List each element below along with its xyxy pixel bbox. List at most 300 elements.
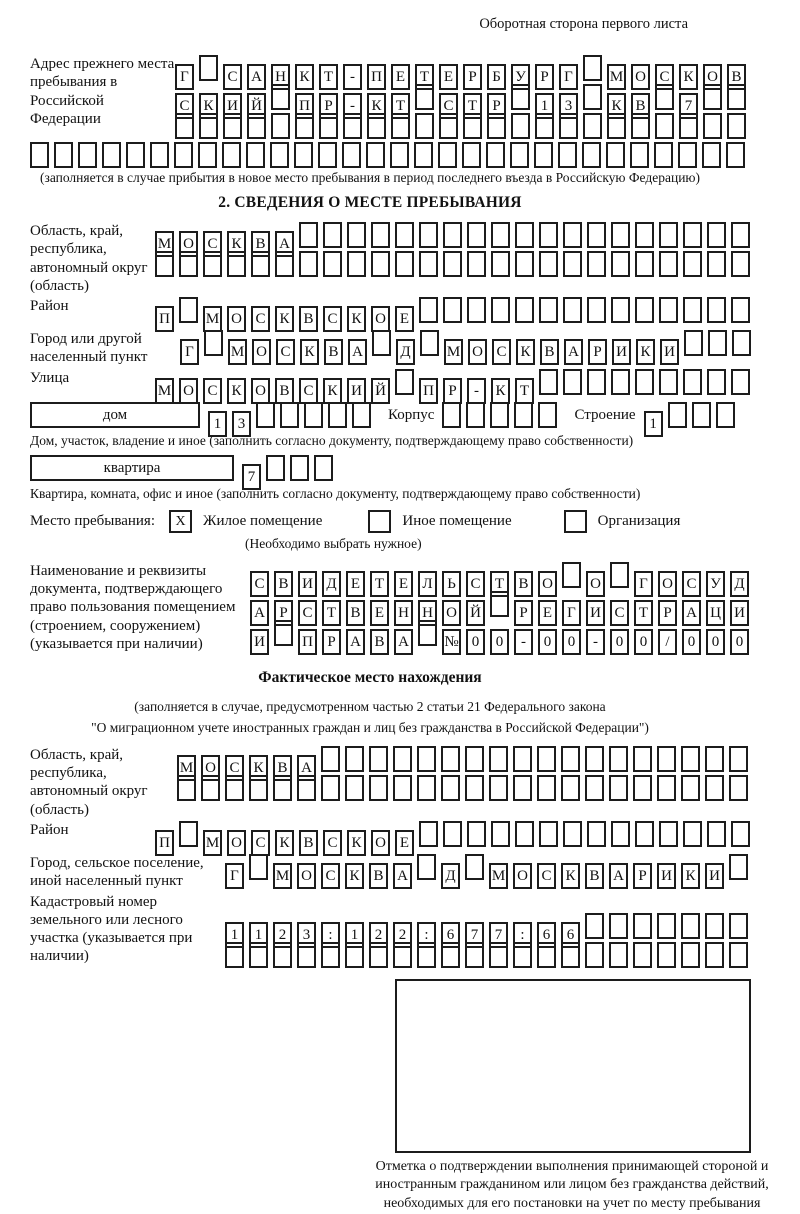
char-cell	[535, 113, 554, 139]
section3-title: Фактическое место нахождения	[258, 669, 482, 687]
char-cell	[314, 455, 333, 481]
char-cell	[729, 913, 748, 939]
char-cell	[563, 297, 582, 323]
char-cell: И	[347, 378, 366, 404]
char-cell: Е	[394, 571, 413, 597]
char-cell: П	[155, 830, 174, 856]
char-cell: А	[393, 863, 412, 889]
char-cell	[539, 297, 558, 323]
char-cell	[610, 562, 629, 588]
char-cell	[727, 113, 746, 139]
char-cell: Е	[395, 830, 414, 856]
apartment-note: Квартира, комната, офис и иное (заполнить согласно документу, подтверждающему право собственности)	[30, 485, 641, 501]
char-cell	[222, 142, 241, 168]
stroenie-cells	[644, 402, 740, 432]
char-cell	[659, 222, 678, 248]
char-cell: С	[276, 339, 295, 365]
char-cell	[465, 854, 484, 880]
char-cell: Р	[322, 629, 341, 655]
document-label: Наименование и реквизиты документа, подтверждающего право пользования помещением (строением, сооружением) (указывается при наличии)	[30, 562, 236, 652]
char-cell: Е	[391, 64, 410, 90]
char-cell	[729, 775, 748, 801]
char-cell	[463, 113, 482, 139]
region-label: Область, край, республика, автономный округ (область)	[30, 223, 148, 294]
char-cells-row	[155, 369, 755, 399]
char-cells-row	[177, 775, 753, 801]
apartment-row	[30, 455, 710, 484]
char-cell	[439, 113, 458, 139]
char-cell	[126, 142, 145, 168]
char-cell	[390, 142, 409, 168]
confirmation-mark-box	[395, 979, 751, 1153]
char-cell	[366, 142, 385, 168]
char-cell	[707, 222, 726, 248]
char-cell: -	[343, 64, 362, 90]
char-cell	[683, 821, 702, 847]
char-cell	[731, 369, 750, 395]
char-cell: С	[323, 306, 342, 332]
house-row	[30, 402, 710, 431]
char-cell: О	[513, 863, 532, 889]
char-cell: С	[299, 378, 318, 404]
char-cell: Р	[487, 93, 506, 119]
char-cell	[199, 113, 218, 139]
stay-type-note: (Необходимо выбрать нужное)	[245, 535, 422, 551]
char-cell	[199, 55, 218, 81]
char-cell	[489, 775, 508, 801]
char-cell	[175, 113, 194, 139]
char-cell	[271, 84, 290, 110]
char-cell: 0	[634, 629, 653, 655]
char-cell: О	[371, 830, 390, 856]
char-cell: Н	[394, 600, 413, 626]
document-cells	[250, 562, 754, 649]
char-cell	[633, 913, 652, 939]
char-cell: Р	[319, 93, 338, 119]
char-cell	[347, 222, 366, 248]
char-cell	[513, 942, 532, 968]
char-cell	[583, 55, 602, 81]
house-number-cells	[208, 402, 376, 432]
cadastral-field	[30, 893, 710, 971]
char-cell: И	[612, 339, 631, 365]
char-cell: А	[247, 64, 266, 90]
char-cell	[54, 142, 73, 168]
char-cell	[345, 746, 364, 772]
char-cell	[609, 942, 628, 968]
char-cell: И	[586, 600, 605, 626]
char-cells-row	[250, 591, 754, 621]
prev-address-overflow-row	[30, 142, 710, 168]
char-cell: О	[442, 600, 461, 626]
char-cell	[731, 297, 750, 323]
char-cell	[582, 142, 601, 168]
char-cell: У	[511, 64, 530, 90]
char-cell: 7	[242, 464, 261, 490]
char-cells-row	[155, 251, 755, 277]
char-cell	[467, 297, 486, 323]
char-cell	[225, 775, 244, 801]
char-cell	[490, 591, 509, 617]
char-cell: М	[155, 378, 174, 404]
char-cell	[290, 455, 309, 481]
char-cell	[102, 142, 121, 168]
apartment-number-cells	[242, 455, 338, 485]
char-cell	[657, 775, 676, 801]
char-cell	[275, 251, 294, 277]
region-cells	[155, 222, 755, 280]
stay-option-label-other: Иное помещение	[402, 512, 512, 529]
char-cell: И	[705, 863, 724, 889]
char-cell: 1	[535, 93, 554, 119]
char-cell: О	[179, 231, 198, 257]
char-cell: К	[275, 830, 294, 856]
char-cell: -	[586, 629, 605, 655]
char-cells-row	[180, 330, 756, 361]
char-cell	[345, 775, 364, 801]
document-field	[30, 562, 745, 653]
char-cell: Д	[441, 863, 460, 889]
city-field	[30, 330, 710, 367]
char-cell	[271, 113, 290, 139]
char-cell	[419, 251, 438, 277]
char-cell: С	[203, 231, 222, 257]
char-cell: Е	[395, 306, 414, 332]
fact-district-label: Район	[30, 821, 69, 838]
char-cell: 1	[225, 922, 244, 948]
char-cell: О	[468, 339, 487, 365]
char-cell: Д	[730, 571, 749, 597]
char-cell	[297, 775, 316, 801]
char-cell: М	[155, 231, 174, 257]
char-cell: А	[609, 863, 628, 889]
char-cell	[223, 113, 242, 139]
char-cell	[635, 251, 654, 277]
char-cell	[587, 251, 606, 277]
char-cell: К	[607, 93, 626, 119]
stay-type-label: Место пребывания:	[30, 512, 155, 529]
char-cell: -	[514, 629, 533, 655]
char-cell: Г	[180, 339, 199, 365]
cadastral-label: Кадастровый номер земельного или лесного участка (указывается при наличии)	[30, 893, 193, 965]
section3-note-line2: "О миграционном учете иностранных граждан и лиц без гражданства в Российской Федерации")	[91, 719, 649, 735]
char-cell	[345, 942, 364, 968]
char-cell: Р	[463, 64, 482, 90]
char-cell: А	[346, 629, 365, 655]
char-cell: С	[655, 64, 674, 90]
street-label: Улица	[30, 369, 70, 386]
char-cell	[583, 113, 602, 139]
house-note: Дом, участок, владение и иное (заполнить согласно документу, подтверждающему право собственности)	[30, 432, 634, 448]
char-cell	[294, 142, 313, 168]
char-cell	[467, 251, 486, 277]
char-cell	[609, 746, 628, 772]
char-cell: М	[177, 755, 196, 781]
char-cell: 0	[610, 629, 629, 655]
char-cell	[539, 821, 558, 847]
char-cells-row	[250, 620, 754, 650]
stay-option-label-organization: Организация	[597, 512, 681, 529]
char-cell	[179, 297, 198, 323]
char-cell: Д	[322, 571, 341, 597]
char-cells-row	[250, 562, 754, 592]
char-cell: П	[155, 306, 174, 332]
confirmation-mark-caption: Отметка о подтверждении выполнения принимающей стороной и иностранным гражданином или лицом без гражданства действий, необходимых для его постановки на учет по месту пребывания	[375, 1158, 769, 1212]
char-cell	[174, 142, 193, 168]
char-cell	[678, 142, 697, 168]
char-cell	[443, 251, 462, 277]
char-cell	[511, 113, 530, 139]
char-cell: У	[706, 571, 725, 597]
char-cell	[514, 402, 533, 428]
prev-address-cells	[175, 55, 751, 142]
char-cell	[513, 775, 532, 801]
char-cell: В	[299, 306, 318, 332]
char-cell	[247, 113, 266, 139]
char-cell: М	[203, 830, 222, 856]
char-cell	[442, 402, 461, 428]
char-cell: Р	[535, 64, 554, 90]
char-cell	[681, 913, 700, 939]
char-cell: С	[203, 378, 222, 404]
char-cell: 3	[559, 93, 578, 119]
char-cell	[707, 369, 726, 395]
char-cell	[538, 402, 557, 428]
char-cell	[705, 775, 724, 801]
char-cell	[489, 942, 508, 968]
stay-option-label-residential: Жилое помещение	[203, 512, 323, 529]
char-cell: И	[730, 600, 749, 626]
prev-address-note: (заполняется в случае прибытия в новое место пребывания в период последнего въезда в Российскую Федерацию)	[39, 170, 701, 185]
char-cell: П	[419, 378, 438, 404]
char-cell	[490, 402, 509, 428]
char-cell: А	[348, 339, 367, 365]
char-cell	[417, 746, 436, 772]
char-cell	[395, 251, 414, 277]
char-cell	[391, 113, 410, 139]
char-cell: С	[321, 863, 340, 889]
char-cell	[692, 402, 711, 428]
char-cell	[561, 942, 580, 968]
char-cell	[657, 913, 676, 939]
char-cell: О	[227, 830, 246, 856]
char-cell: Г	[562, 600, 581, 626]
stay-checkbox-residential: X	[169, 510, 192, 533]
char-cell: О	[227, 306, 246, 332]
char-cell	[415, 84, 434, 110]
char-cell: Е	[370, 600, 389, 626]
char-cell	[681, 942, 700, 968]
char-cell: 0	[682, 629, 701, 655]
char-cell: :	[513, 922, 532, 948]
char-cells-row	[225, 942, 753, 968]
char-cell: 0	[730, 629, 749, 655]
char-cell: О	[201, 755, 220, 781]
char-cell: Г	[634, 571, 653, 597]
char-cell: -	[343, 93, 362, 119]
char-cell: 0	[706, 629, 725, 655]
char-cell	[489, 746, 508, 772]
char-cell	[609, 775, 628, 801]
char-cell: Т	[322, 600, 341, 626]
char-cell: К	[636, 339, 655, 365]
char-cell	[30, 142, 49, 168]
char-cell: Т	[490, 571, 509, 597]
char-cell: К	[227, 231, 246, 257]
char-cell: К	[347, 306, 366, 332]
char-cell	[491, 297, 510, 323]
char-cell	[515, 821, 534, 847]
char-cell: Т	[634, 600, 653, 626]
city-label: Город или другой населенный пункт	[30, 331, 148, 366]
char-cell	[417, 854, 436, 880]
char-cell	[274, 620, 293, 646]
char-cell: О	[371, 306, 390, 332]
char-cell: 0	[466, 629, 485, 655]
char-cell: А	[250, 600, 269, 626]
char-cell	[563, 369, 582, 395]
char-cell	[328, 402, 347, 428]
char-cell	[563, 222, 582, 248]
char-cell	[466, 402, 485, 428]
char-cell: Б	[487, 64, 506, 90]
char-cell	[418, 620, 437, 646]
char-cell	[716, 402, 735, 428]
char-cell: Н	[418, 600, 437, 626]
char-cell: С	[466, 571, 485, 597]
char-cell	[443, 297, 462, 323]
char-cell	[611, 821, 630, 847]
char-cell	[321, 775, 340, 801]
fact-region-cells	[177, 746, 753, 804]
char-cell	[204, 330, 223, 356]
char-cell: С	[298, 600, 317, 626]
char-cell	[419, 222, 438, 248]
char-cell	[249, 775, 268, 801]
char-cell	[611, 369, 630, 395]
char-cell	[679, 113, 698, 139]
char-cell	[415, 113, 434, 139]
char-cell	[179, 251, 198, 277]
char-cells-row	[175, 84, 751, 114]
char-cell: К	[347, 830, 366, 856]
char-cell	[657, 942, 676, 968]
char-cells-row	[155, 222, 755, 252]
char-cell: О	[586, 571, 605, 597]
char-cell: К	[275, 306, 294, 332]
char-cell	[419, 297, 438, 323]
char-cell	[683, 297, 702, 323]
char-cell: М	[228, 339, 247, 365]
char-cell	[441, 942, 460, 968]
char-cell	[465, 775, 484, 801]
char-cell	[299, 251, 318, 277]
char-cell: С	[439, 93, 458, 119]
char-cell: С	[682, 571, 701, 597]
char-cell: П	[298, 629, 317, 655]
char-cell	[273, 775, 292, 801]
char-cell	[537, 746, 556, 772]
char-cell	[295, 113, 314, 139]
char-cell	[443, 821, 462, 847]
char-cell	[321, 942, 340, 968]
char-cells-row	[225, 854, 753, 884]
char-cell: О	[297, 863, 316, 889]
char-cell	[633, 775, 652, 801]
char-cell	[585, 942, 604, 968]
char-cells-row	[175, 113, 751, 139]
char-cell	[417, 775, 436, 801]
char-cell	[659, 369, 678, 395]
char-cell: №	[442, 629, 461, 655]
char-cell	[352, 402, 371, 428]
char-cell	[319, 113, 338, 139]
char-cell: Р	[274, 600, 293, 626]
char-cell	[534, 142, 553, 168]
char-cell	[659, 821, 678, 847]
fact-city-field	[30, 854, 720, 891]
char-cell: :	[417, 922, 436, 948]
char-cell: В	[274, 571, 293, 597]
char-cell	[585, 913, 604, 939]
char-cell: 7	[465, 922, 484, 948]
char-cell: М	[444, 339, 463, 365]
char-cell: С	[175, 93, 194, 119]
char-cell: И	[223, 93, 242, 119]
char-cell	[323, 222, 342, 248]
char-cell	[729, 854, 748, 880]
char-cell	[246, 142, 265, 168]
char-cell: А	[564, 339, 583, 365]
char-cells-row	[225, 913, 753, 943]
char-cell	[726, 142, 745, 168]
district-field	[30, 297, 710, 326]
char-cell	[606, 142, 625, 168]
char-cell: 1	[345, 922, 364, 948]
char-cell: М	[203, 306, 222, 332]
char-cell: 6	[441, 922, 460, 948]
fact-region-label: Область, край, республика, автономный округ (область)	[30, 746, 148, 818]
char-cell	[323, 251, 342, 277]
char-cell	[659, 251, 678, 277]
char-cell	[78, 142, 97, 168]
char-cell	[266, 455, 285, 481]
char-cell	[280, 402, 299, 428]
char-cell: О	[538, 571, 557, 597]
char-cell: В	[275, 378, 294, 404]
char-cell	[631, 113, 650, 139]
char-cell: 7	[489, 922, 508, 948]
char-cell: 3	[297, 922, 316, 948]
char-cell: Д	[396, 339, 415, 365]
char-cell: В	[346, 600, 365, 626]
char-cells-row	[175, 55, 751, 85]
char-cell	[611, 297, 630, 323]
char-cell: К	[323, 378, 342, 404]
char-cell	[705, 942, 724, 968]
stay-checkbox-other	[368, 510, 391, 533]
char-cell: К	[681, 863, 700, 889]
char-cell	[256, 402, 275, 428]
char-cell	[198, 142, 217, 168]
char-cell: С	[537, 863, 556, 889]
char-cell: С	[225, 755, 244, 781]
district-label: Район	[30, 298, 69, 315]
char-cell: 0	[562, 629, 581, 655]
char-cell	[395, 222, 414, 248]
char-cell: О	[252, 339, 271, 365]
prev-address-field	[30, 55, 742, 142]
